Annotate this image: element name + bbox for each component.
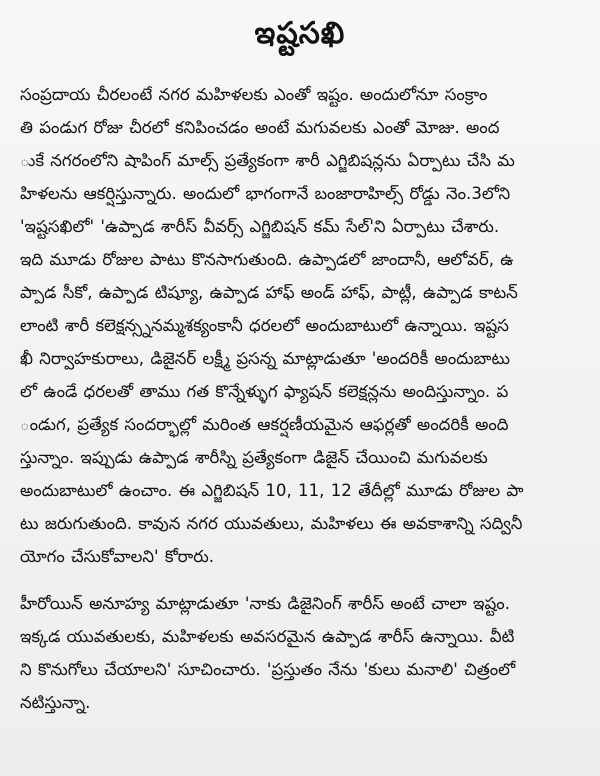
text-line: నటిస్తున్నా. (20, 693, 91, 712)
paragraph-1 (20, 78, 580, 573)
text-line: సంప్రదాయ చీరలంటే నగర మహిళలకు ఎంతో ఇష్టం. అందులోనూ సంక్రాం (20, 85, 488, 104)
text-line: హిళలను ఆకర్షిస్తున్నారు. అందులో భాగంగానే బంజారాహిల్స్ రోడ్డు నెం.3లోని (20, 184, 511, 203)
text-line: టు జరుగుతుంది. కావున నగర యువతులు, మహిళలు ఈ అవకాశాన్ని సద్వినీ (20, 514, 523, 533)
text-line: ఇది మూడు రోజుల పాటు కొనసాగుతుంది. ఉప్పాడలో జాందానీ, ఆలోవర్, ఉ (20, 250, 514, 269)
text-line: ుకే నగరంలోని షాపింగ్ మాల్స్ ప్రత్యేకంగా శారీ ఎగ్జిబిషన్లను ఏర్పాటు చేసి మ (20, 151, 515, 170)
text-line: ఇక్కడ యువతులకు, మహిళలకు అవసరమైన ఉప్పాడ శారీస్ ఉన్నాయి. వీటి (20, 627, 515, 646)
text-line: అందుబాటులో ఉంచాం. ఈ ఎగ్జిబిషన్ 10, 11, 12 తేదీల్లో మూడు రోజుల పా (20, 481, 524, 500)
text-line: 'ఇష్టసఖిలో' 'ఉప్పాడ శారీస్ వీవర్స్ ఎగ్జిబిషన్ కమ్ సేల్'ని ఏర్పాటు చేశారు. (20, 217, 500, 236)
text-line: లో ఉండే ధరలతో తాము గత కొన్నేళ్ళుగ ఫ్యాషన్ కలెక్షన్లను అందిస్తున్నాం. ప (20, 382, 509, 401)
text-line: హీరోయిన్ అనూహ్య మాట్లాడుతూ 'నాకు డిజైనింగ్ శారీస్ అంటే చాలా ఇష్టం. (20, 594, 510, 613)
text-line: తి పండుగ రోజు చీరలో కనిపించడం అంటే మగువలకు ఎంతో మోజు. అంద (20, 118, 500, 137)
text-line: ప్పాడ సీకో, ఉప్పాడ టిష్యూ, ఉప్పాడ హాఫ్ అండ్ హాఫ్, పాట్లీ, ఉప్పాడ కాటన్ (20, 283, 518, 302)
text-line: ఖీ నిర్వాహకురాలు, డిజైనర్ లక్ష్మీ ప్రసన్న మాట్లాడుతూ 'అందరికీ అందుబాటు (20, 349, 511, 368)
paragraph-gap (20, 573, 580, 587)
text-line: స్తున్నాం. ఇప్పుడు ఉప్పాడ శారీస్ని ప్రత్యేకంగా డిజైన్ చేయించి మగువలకు (20, 448, 488, 467)
text-line: లాంటి శారీ కలెక్షన్స్ననమ్మశక్యంకానీ ధరలలో అందుబాటులో ఉన్నాయి. ఇష్టస (20, 316, 509, 335)
text-line: ండుగ, ప్రత్యేక సందర్భాల్లో మరింత ఆకర్షణీయమైన ఆఫర్లతో అందరికీ అంది (20, 415, 509, 434)
paragraph-2 (20, 587, 580, 719)
text-line: యోగం చేసుకోవాలని' కోరారు. (20, 547, 215, 566)
text-line: ని కొనుగోలు చేయాలని' సూచించారు. 'ప్రస్తుతం నేను 'కులు మనాలి' చిత్రంలో (20, 660, 516, 679)
document-title: ఇష్టసఖి (254, 16, 346, 51)
